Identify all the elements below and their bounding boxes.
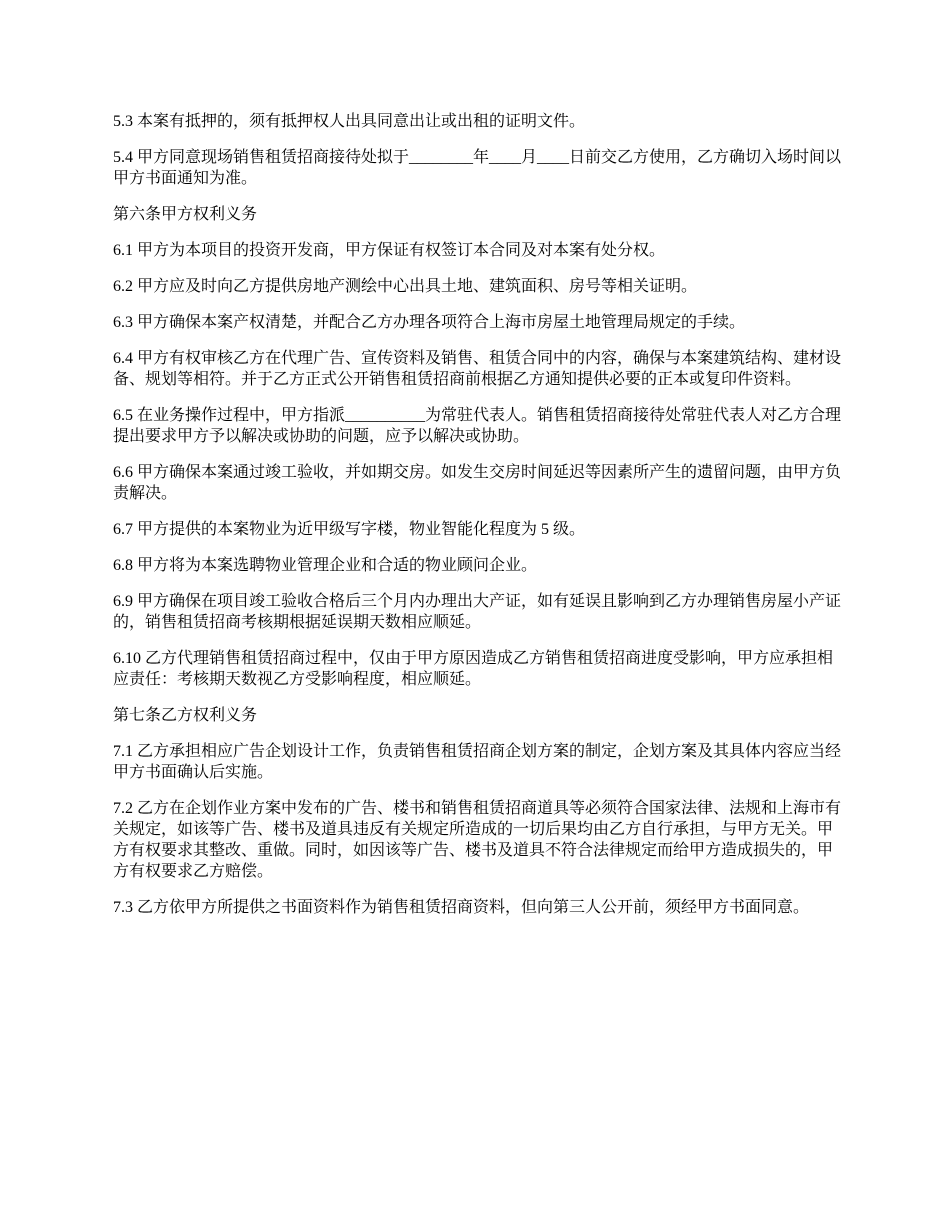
clause-6-6: 6.6 甲方确保本案通过竣工验收，并如期交房。如发生交房时间延迟等因素所产生的遗留问题，由甲方负责解决。 <box>113 464 842 502</box>
document-body <box>113 111 843 918</box>
clause-6-1: 6.1 甲方为本项目的投资开发商，甲方保证有权签订本合同及对本案有处分权。 <box>113 242 666 259</box>
clause-6-3: 6.3 甲方确保本案产权清楚，并配合乙方办理各项符合上海市房屋土地管理局规定的手续。 <box>113 314 746 331</box>
clause-6-4: 6.4 甲方有权审核乙方在代理广告、宣传资料及销售、租赁合同中的内容，确保与本案建筑结构、建材设备、规划等相符。并于乙方正式公开销售租赁招商前根据乙方通知提供必要的正本或复印件资料。 <box>113 350 842 388</box>
clause-6-10: 6.10 乙方代理销售租赁招商过程中，仅由于甲方原因造成乙方销售租赁招商进度受影响，甲方应承担相应责任：考核期天数视乙方受影响程度，相应顺延。 <box>113 650 834 688</box>
article-7-heading: 第七条乙方权利义务 <box>113 707 258 724</box>
article-6-heading: 第六条甲方权利义务 <box>113 206 258 223</box>
clause-6-7: 6.7 甲方提供的本案物业为近甲级写字楼，物业智能化程度为 5 级。 <box>113 521 586 538</box>
clause-5-3: 5.3 本案有抵押的，须有抵押权人出具同意出让或出租的证明文件。 <box>113 113 586 130</box>
clause-5-4: 5.4 甲方同意现场销售租赁招商接待处拟于________年____月____日前交乙方使用，乙方确切入场时间以甲方书面通知为准。 <box>113 149 842 187</box>
clause-6-9: 6.9 甲方确保在项目竣工验收合格后三个月内办理出大产证，如有延误且影响到乙方办理销售房屋小产证的，销售租赁招商考核期根据延误期天数相应顺延。 <box>113 593 842 631</box>
clause-6-8: 6.8 甲方将为本案选聘物业管理企业和合适的物业顾问企业。 <box>113 557 538 574</box>
clause-7-2: 7.2 乙方在企划作业方案中发布的广告、楼书和销售租赁招商道具等必须符合国家法律、法规和上海市有关规定，如该等广告、楼书及道具违反有关规定所造成的一切后果均由乙方自行承担，与甲方无关。甲方有权要求其整改、重做。同时，如因该等广告、楼书及道具不符合法律规定而给甲方造成损失的，甲方有权要求乙方赔偿。 <box>113 800 842 880</box>
clause-6-5: 6.5 在业务操作过程中，甲方指派__________为常驻代表人。销售租赁招商接待处常驻代表人对乙方合理提出要求甲方予以解决或协助的问题，应予以解决或协助。 <box>113 407 842 445</box>
clause-7-1: 7.1 乙方承担相应广告企划设计工作，负责销售租赁招商企划方案的制定，企划方案及其具体内容应当经甲方书面确认后实施。 <box>113 743 842 781</box>
clause-6-2: 6.2 甲方应及时向乙方提供房地产测绘中心出具土地、建筑面积、房号等相关证明。 <box>113 278 698 295</box>
clause-7-3: 7.3 乙方依甲方所提供之书面资料作为销售租赁招商资料，但向第三人公开前，须经甲方书面同意。 <box>113 899 810 916</box>
